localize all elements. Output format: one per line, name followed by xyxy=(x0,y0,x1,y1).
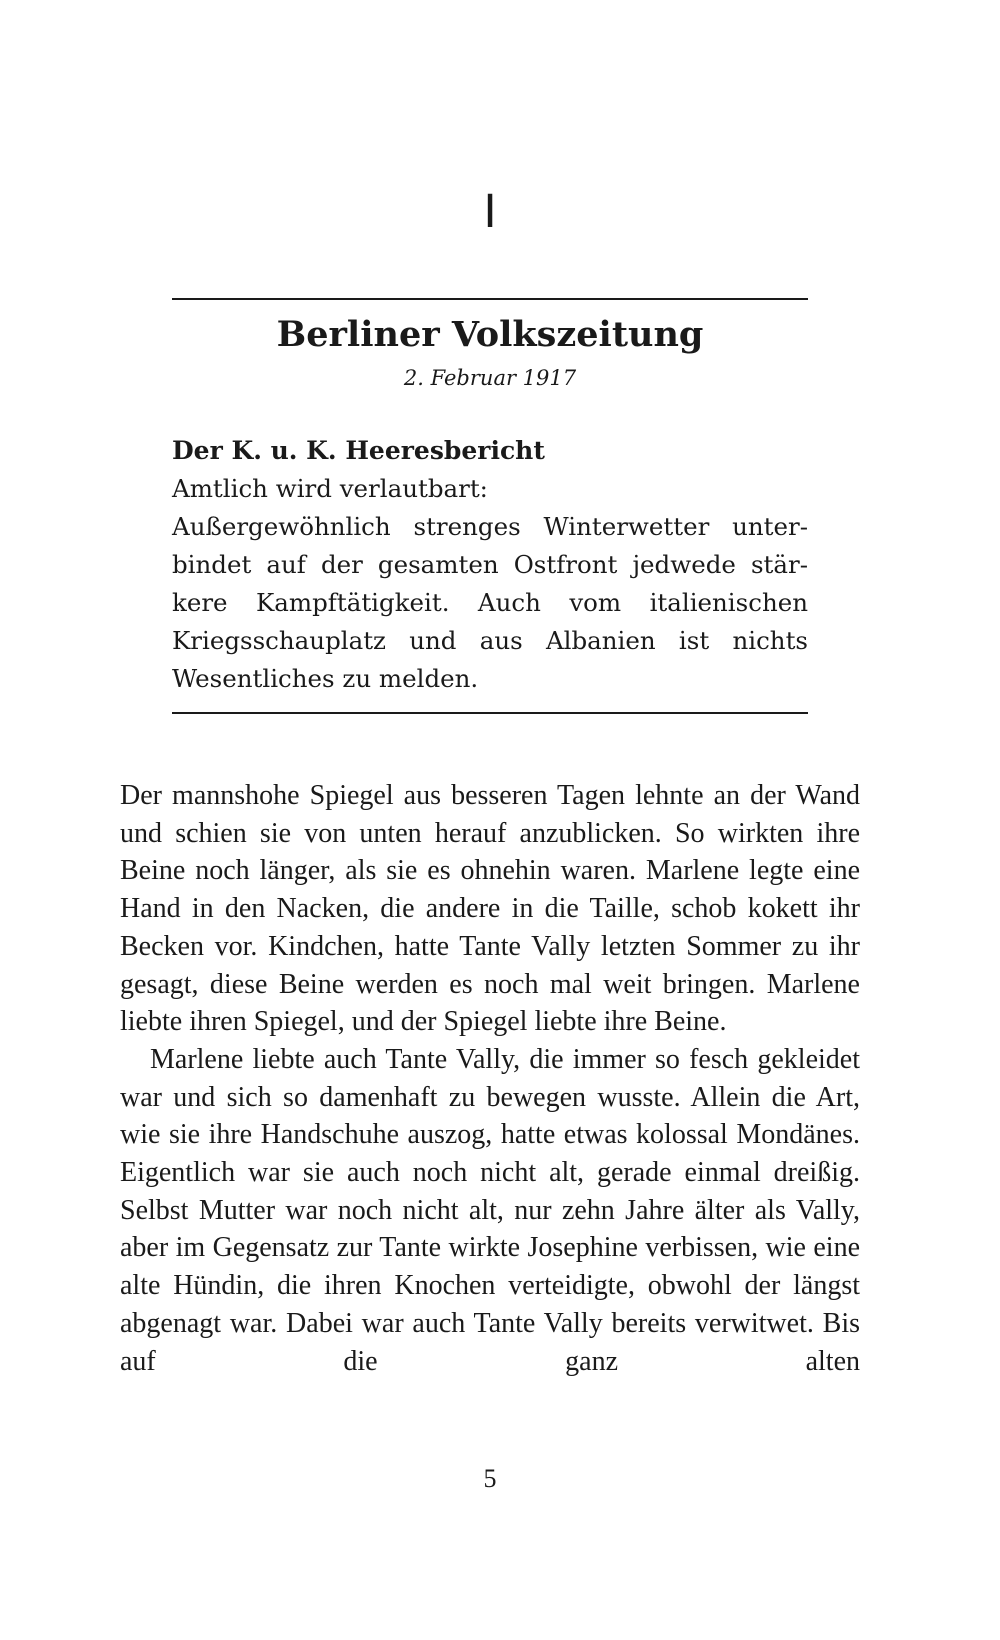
top-divider xyxy=(172,298,808,300)
army-report xyxy=(172,432,808,698)
body-text xyxy=(120,777,860,1380)
report-text: Außergewöhnlich strenges Winterwetter unterbindet auf der gesamten Ostfront jedwede stärkere Kampftätigkeit. Auch vom italienischen Kriegsschauplatz und aus Albanien ist nichts Wesentliches zu melden. xyxy=(172,512,808,693)
newspaper-date: 2. Februar 1917 xyxy=(403,366,577,390)
report-intro: Amtlich wird verlautbart: xyxy=(172,474,488,503)
newspaper-title: Berliner Volkszeitung xyxy=(276,314,704,355)
bottom-divider xyxy=(172,712,808,714)
body-paragraph: Der mannshohe Spiegel aus besseren Tagen lehnte an der Wand und schien sie von unten herauf anzublicken. So wirkten ihre Beine noch länger, als sie es ohnehin waren. Marlene legte eine Hand in den Nacken, die andere in die Taille, schob kokett ihr Becken vor. Kindchen, hatte Tante Vally letzten Sommer zu ihr gesagt, diese Beine werden es noch mal weit bringen. Marlene liebte ihren Spiegel, und der Spiegel liebte ihre Beine. xyxy=(120,780,860,1038)
chapter-number: I xyxy=(483,185,497,238)
body-paragraph: Marlene liebte auch Tante Vally, die immer so fesch gekleidet war und sich so damenhaft zu bewegen wusste. Allein die Art, wie sie ihre Handschuhe auszog, hatte etwas kolossal Mondänes. Eigentlich war sie auch noch nicht alt, gerade einmal dreißig. Selbst Mutter war noch nicht alt, nur zehn Jahre älter als Vally, aber im Gegensatz zur Tante wirkte Josephine verbissen, wie eine alte Hündin, die ihren Knochen verteidigte, obwohl der längst abgenagt war. Dabei war auch Tante Vally bereits verwitwet. Bis auf die ganz alten xyxy=(120,1043,860,1377)
report-heading: Der K. u. K. Heeresbericht xyxy=(172,436,545,465)
page-number: 5 xyxy=(483,1464,497,1493)
